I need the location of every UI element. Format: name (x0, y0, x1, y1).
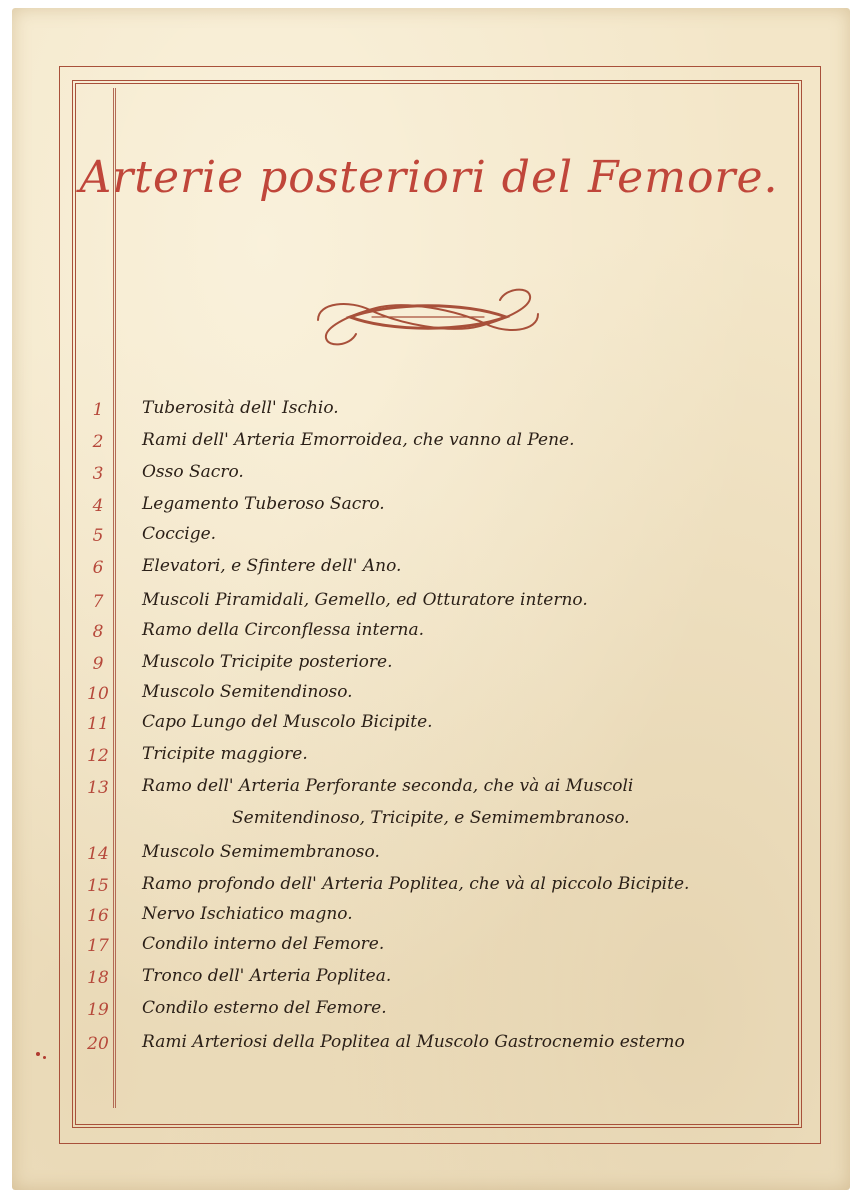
entry-number: 10 (87, 684, 109, 704)
list-item (0, 840, 858, 870)
entry-text: Capo Lungo del Muscolo Bicipite. (142, 712, 433, 732)
page-title: Arterie posteriori del Femore. (79, 152, 779, 203)
entry-text: Nervo Ischiatico magno. (142, 904, 353, 924)
entry-text: Rami Arteriosi della Poplitea al Muscolo Gastrocnemio esterno (142, 1032, 685, 1052)
entry-text: Tuberosità dell' Ischio. (142, 398, 339, 418)
list-item (0, 618, 858, 648)
list-item (0, 996, 858, 1026)
entry-number: 12 (87, 746, 109, 766)
ink-speck (36, 1052, 40, 1056)
list-item (0, 932, 858, 962)
list-item (0, 902, 858, 932)
list-item (0, 522, 858, 552)
entry-text-continuation: Semitendinoso, Tricipite, e Semimembranoso. (232, 808, 630, 828)
entry-text: Condilo esterno del Femore. (142, 998, 387, 1018)
entry-number: 7 (92, 592, 104, 612)
entry-number: 4 (92, 496, 104, 516)
entry-number: 16 (87, 906, 109, 926)
entry-text: Ramo della Circonflessa interna. (142, 620, 424, 640)
list-item (0, 680, 858, 710)
entry-number: 5 (92, 526, 104, 546)
entry-number: 1 (92, 400, 104, 420)
list-item (0, 774, 858, 838)
list-item (0, 650, 858, 680)
list-item (0, 460, 858, 490)
list-item (0, 964, 858, 994)
entry-number: 6 (92, 558, 104, 578)
entry-number: 8 (92, 622, 104, 642)
list-item (0, 872, 858, 902)
entry-text: Muscoli Piramidali, Gemello, ed Otturatore interno. (142, 590, 588, 610)
entry-text: Ramo dell' Arteria Perforante seconda, che và ai Muscoli (142, 776, 634, 796)
entry-text: Elevatori, e Sfintere dell' Ano. (142, 556, 402, 576)
entry-number: 9 (92, 654, 104, 674)
entry-text: Tronco dell' Arteria Poplitea. (142, 966, 392, 986)
entry-number: 2 (92, 432, 104, 452)
entry-text: Ramo profondo dell' Arteria Poplitea, che và al piccolo Bicipite. (142, 874, 690, 894)
list-item (0, 742, 858, 772)
list-item (0, 554, 858, 584)
list-item (0, 396, 858, 426)
entry-text: Condilo interno del Femore. (142, 934, 385, 954)
entry-text: Legamento Tuberoso Sacro. (142, 494, 385, 514)
list-item (0, 492, 858, 522)
entry-number: 17 (87, 936, 109, 956)
entry-text: Coccige. (142, 524, 217, 544)
entry-number: 13 (87, 778, 109, 798)
list-item (0, 1030, 858, 1060)
entry-number: 20 (87, 1034, 109, 1054)
entry-number: 15 (87, 876, 109, 896)
entry-number: 19 (87, 1000, 109, 1020)
entry-text: Osso Sacro. (142, 462, 244, 482)
ink-speck (43, 1056, 46, 1059)
list-item (0, 710, 858, 740)
list-item (0, 588, 858, 618)
entry-number: 14 (87, 844, 109, 864)
entry-text: Muscolo Semimembranoso. (142, 842, 380, 862)
entry-number: 3 (92, 464, 104, 484)
entry-text: Tricipite maggiore. (142, 744, 308, 764)
entry-text: Muscolo Tricipite posteriore. (142, 652, 393, 672)
entry-number: 11 (87, 714, 109, 734)
entry-text: Muscolo Semitendinoso. (142, 682, 353, 702)
list-item (0, 428, 858, 458)
entry-number: 18 (87, 968, 109, 988)
entry-text: Rami dell' Arteria Emorroidea, che vanno al Pene. (142, 430, 575, 450)
